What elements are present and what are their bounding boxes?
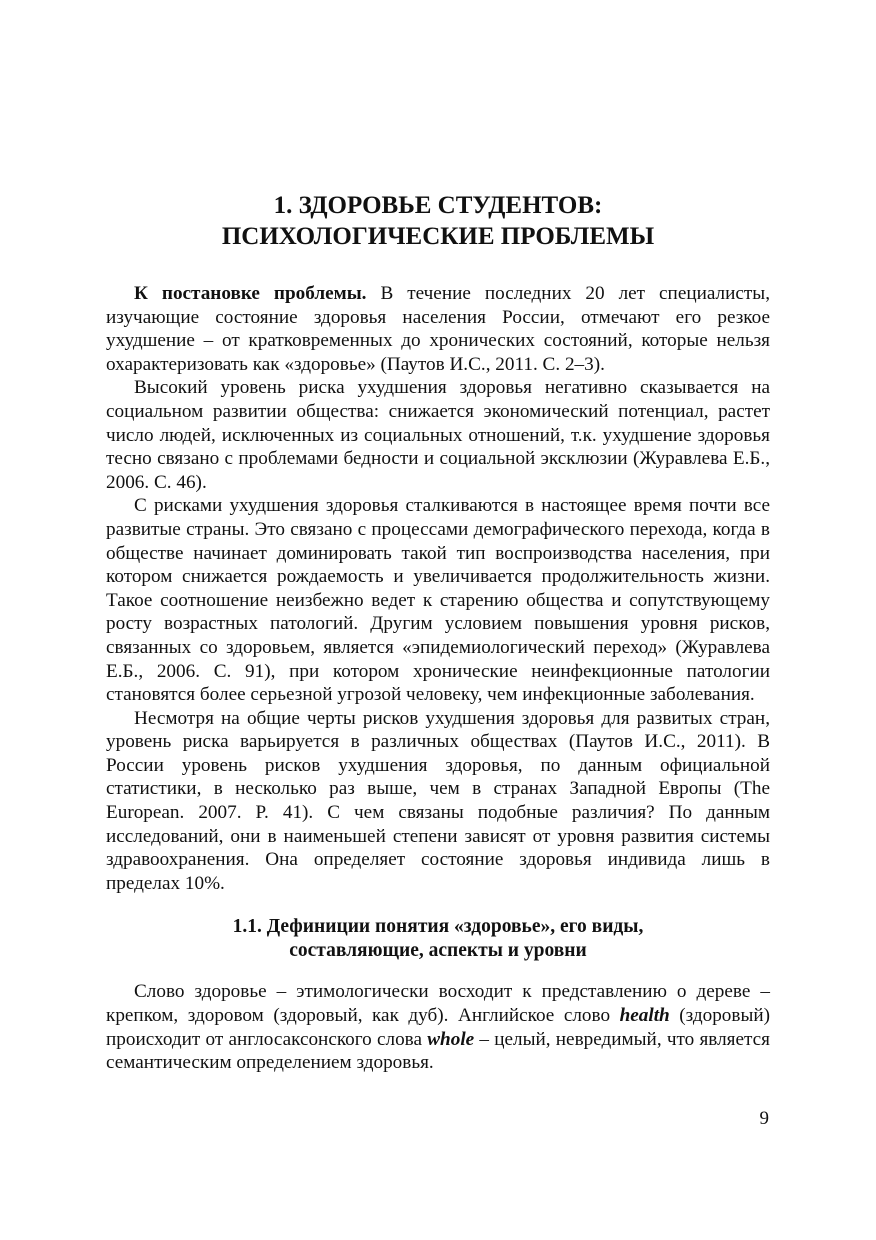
section-paragraph-1-part-3: – целый, невредимый, что является семантическим определением здоровья. [106,1028,770,1074]
section-paragraph-1 [106,980,770,1074]
section-title-line-2: составляющие, аспекты и уровни [289,940,587,962]
chapter-title-line-1: 1. ЗДОРОВЬЕ СТУДЕНТОВ: [273,192,603,219]
section-paragraph-1-part-1: Слово здоровье – этимологически восходит к представлению о дереве – крепком, здоровом (здоровый, как дуб). Английское слово [106,981,770,1027]
intro-paragraph-1 [106,282,770,376]
term-health: health [619,1005,670,1027]
intro-paragraph-3: С рисками ухудшения здоровья сталкиваются в настоящее время почти все развитые страны. Это связано с процессами демографического перехода, когда в обществе начинает доминировать такой тип воспроизводства населения, при котором снижается рождаемость и увеличивается продолжительность жизни. Такое соотношение неизбежно ведет к старению общества и сопутствующему росту возрастных патологий. Другим условием повышения уровня рисков, связанных со здоровьем, является «эпидемиологический переход» (Журавлева Е.Б., 2006. С. 91), при котором хронические неинфекционные патологии становятся более серьезной угрозой человеку, чем инфекционные заболевания. [106,495,770,706]
page-number: 9 [759,1108,769,1129]
lead-heading: К постановке проблемы. [134,283,367,304]
intro-paragraph-2: Высокий уровень риска ухудшения здоровья негативно сказывается на социальном развитии общества: снижается экономический потенциал, растет число людей, исключенных из социальных отношений, т.к. ухудшение здоровья тесно связано с проблемами бедности и социальной эксклюзии (Журавлева Е.Б., 2006. С. 46). [106,377,770,493]
section-title-line-1: 1.1. Дефиниции понятия «здоровье», его виды, [232,916,644,938]
page-body [106,190,770,1075]
chapter-title-line-2: ПСИХОЛОГИЧЕСКИЕ ПРОБЛЕМЫ [221,223,655,250]
intro-paragraph-1-text: В течение последних 20 лет специалисты, изучающие состояние здоровья населения России, отмечают его резкое ухудшение – от кратковременных до хронических состояний, которые нельзя охарактеризовать как «здоровье» (Паутов И.С., 2011. С. 2–3). [106,283,770,375]
section-paragraph-1-part-2: (здоровый) происходит от англосаксонского слова [106,1005,770,1050]
intro-paragraph-4: Несмотря на общие черты рисков ухудшения здоровья для развитых стран, уровень риска варьируется в различных обществах (Паутов И.С., 2011). В России уровень рисков ухудшения здоровья, по данным официальной статистики, в несколько раз выше, чем в странах Западной Европы (The European. 2007. P. 41). С чем связаны подобные различия? По данным исследований, они в наименьшей степени зависят от уровня развития системы здравоохранения. Она определяет состояние здоровья индивида лишь в пределах 10%. [106,707,770,894]
section-title [106,915,770,963]
chapter-title [106,190,770,252]
term-whole: whole [427,1028,475,1050]
